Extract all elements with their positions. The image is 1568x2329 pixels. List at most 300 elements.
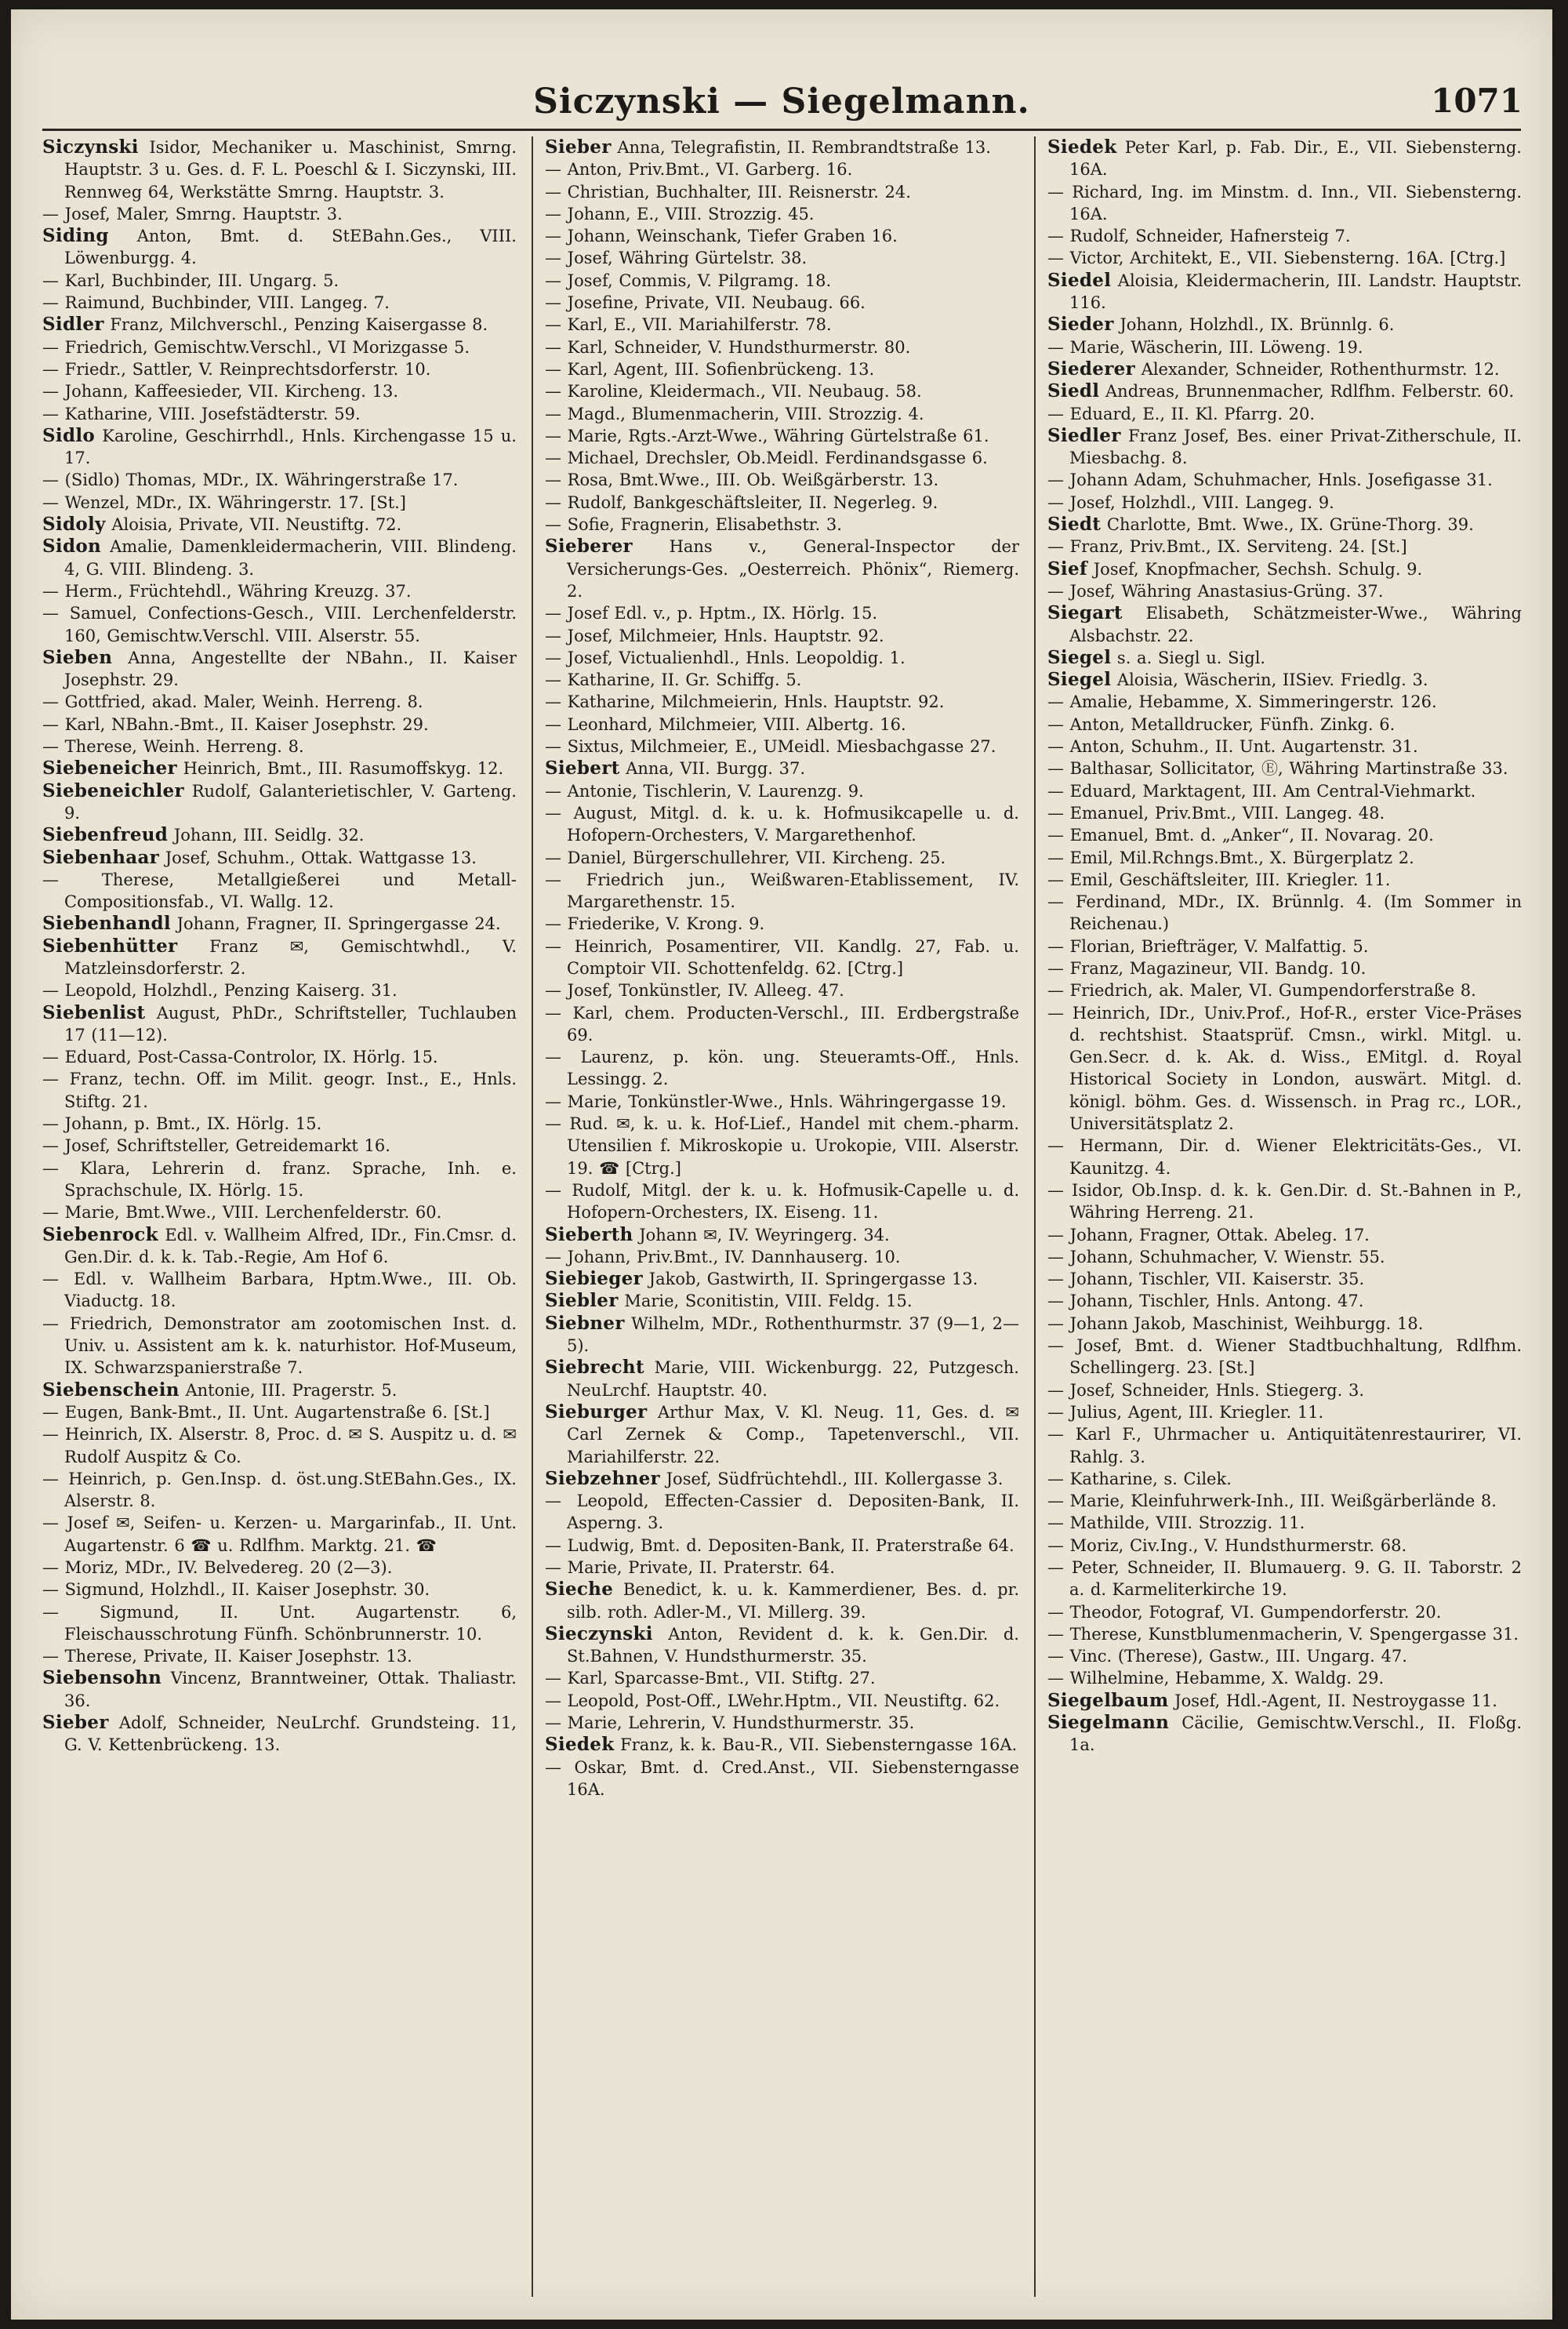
directory-entry <box>1047 469 1522 491</box>
directory-entry <box>1047 1623 1522 1645</box>
directory-entry <box>1047 1601 1522 1623</box>
entry-surname: Sieben <box>42 646 113 668</box>
directory-entry <box>1047 1690 1522 1712</box>
entry-details: — Franz, Magazineur, VII. Bandg. 10. <box>1047 958 1367 978</box>
entry-details: Wilhelm, MDr., Rothenthurmstr. 37 (9—1, 2—5). <box>567 1313 1019 1356</box>
directory-entry <box>42 869 517 914</box>
directory-entry <box>42 1579 517 1601</box>
directory-entry <box>1047 691 1522 713</box>
directory-entry <box>42 1135 517 1157</box>
entry-details: — Wenzel, MDr., IX. Währingerstr. 17. [St.] <box>42 492 407 512</box>
directory-entry <box>545 936 1019 980</box>
entry-details: — Heinrich, IX. Alserstr. 8, Proc. d. ✉ S. Auspitz u. d. ✉ Rudolf Auspitz & Co. <box>42 1425 517 1466</box>
entry-surname: Sidler <box>42 314 104 336</box>
directory-entry <box>545 1046 1019 1091</box>
directory-entry <box>42 380 517 402</box>
directory-entry <box>42 1002 517 1047</box>
entry-surname: Siegart <box>1047 602 1123 624</box>
entry-details: Vincenz, Branntweiner, Ottak. Thaliastr. 36. <box>64 1669 517 1710</box>
directory-entry <box>1047 979 1522 1001</box>
entry-details: — Florian, Briefträger, V. Malfattig. 5. <box>1047 936 1369 956</box>
directory-entry <box>1047 780 1522 802</box>
entry-details: Marie, VIII. Wickenburgg. 22, Putzgesch. NeuLrchf. Hauptstr. 40. <box>567 1358 1019 1400</box>
entry-details: Hans v., General-Inspector der Versicherungs-Ges. „Oesterreich. Phönix“, Riemerg. 2. <box>567 537 1019 601</box>
entry-details: — Wilhelmine, Hebamme, X. Waldg. 29. <box>1047 1669 1385 1688</box>
directory-entry <box>1047 1401 1522 1423</box>
entry-surname: Sieder <box>1047 314 1114 336</box>
directory-entry <box>1047 358 1522 380</box>
directory-entry <box>1047 758 1522 779</box>
directory-entry <box>545 358 1019 380</box>
entry-surname: Siding <box>42 225 109 247</box>
entry-details: — Karl, chem. Producten-Verschl., III. Erdbergstraße 69. <box>545 1003 1019 1045</box>
directory-entry <box>42 270 517 292</box>
directory-entry <box>1047 1535 1522 1557</box>
entry-details: — Josef, Victualienhdl., Hnls. Leopoldig. 1. <box>545 648 906 667</box>
entry-details: — Moriz, MDr., IV. Belvedereg. 20 (2—3). <box>42 1558 393 1577</box>
directory-entry <box>42 536 517 580</box>
directory-entry <box>545 403 1019 425</box>
entry-details: — Johann, p. Bmt., IX. Hörlg. 15. <box>42 1114 322 1134</box>
directory-entry <box>42 824 517 846</box>
directory-entry <box>1047 336 1522 358</box>
entry-surname: Siebensohn <box>42 1667 162 1689</box>
page-header <box>11 82 1552 129</box>
header-rule <box>42 129 1521 131</box>
directory-entry <box>1047 1645 1522 1667</box>
entry-details: Johann ✉, IV. Weyringerg. 34. <box>639 1225 890 1244</box>
directory-entry <box>42 1046 517 1068</box>
entry-surname: Sieber <box>545 136 612 158</box>
directory-entry <box>42 1268 517 1313</box>
directory-entry <box>42 1512 517 1557</box>
directory-entry <box>545 1002 1019 1047</box>
directory-entry <box>1047 425 1522 470</box>
directory-entry <box>42 758 517 779</box>
entry-details: Franz, Milchverschl., Penzing Kaisergasse 8. <box>110 315 488 335</box>
directory-entry <box>545 158 1019 180</box>
directory-entry <box>545 736 1019 758</box>
entry-details: — Gottfried, akad. Maler, Weinh. Herreng. 8. <box>42 692 423 712</box>
directory-entry <box>42 425 517 470</box>
column-separator <box>1034 136 1036 2297</box>
directory-page <box>11 9 1552 2320</box>
entry-details: — Leopold, Effecten-Cassier d. Depositen-Bank, II. Asperng. 3. <box>545 1492 1019 1533</box>
entry-details: — Josef, Währing Gürtelstr. 38. <box>545 249 808 268</box>
directory-entry <box>42 1201 517 1223</box>
directory-entry <box>545 314 1019 336</box>
entry-details: — Leopold, Holzhdl., Penzing Kaiserg. 31. <box>42 981 397 1001</box>
directory-entry <box>545 514 1019 536</box>
entry-details: — Katharine, s. Cilek. <box>1047 1469 1232 1488</box>
entry-details: — Anton, Metalldrucker, Fünfh. Zinkg. 6. <box>1047 714 1396 734</box>
entry-details: Anna, Angestellte der NBahn., II. Kaiser Josephstr. 29. <box>64 648 517 690</box>
directory-entry <box>1047 847 1522 869</box>
entry-details: Andreas, Brunnenmacher, Rdlfhm. Felberstr. 60. <box>1105 382 1515 401</box>
entry-surname: Siebieger <box>545 1268 643 1290</box>
entry-surname: Siebenhaar <box>42 846 160 868</box>
entry-details: — Hermann, Dir. d. Wiener Elektricitäts-Ges., VI. Kaunitzg. 4. <box>1047 1136 1522 1178</box>
directory-entry <box>1047 824 1522 846</box>
entry-details: — Therese, Metallgießerei und Metall-Compositionsfab., VI. Wallg. 12. <box>42 870 517 912</box>
page-number: 1071 <box>1431 82 1523 120</box>
entry-details: — Johann, E., VIII. Strozzig. 45. <box>545 204 815 223</box>
entry-details: — Sixtus, Milchmeier, E., UMeidl. Miesbachgasse 27. <box>545 737 996 757</box>
directory-entry <box>1047 1490 1522 1512</box>
entry-surname: Siedel <box>1047 269 1112 291</box>
entry-details: — Josef, Maler, Smrng. Hauptstr. 3. <box>42 204 343 223</box>
entry-details: — Marie, Rgts.-Arzt-Wwe., Währing Gürtelstraße 61. <box>545 426 989 445</box>
directory-entry <box>42 1313 517 1379</box>
entry-details: — Marie, Private, II. Praterstr. 64. <box>545 1558 835 1577</box>
directory-entry <box>42 1423 517 1468</box>
entry-surname: Sidon <box>42 536 101 558</box>
entry-details: Isidor, Mechaniker u. Maschinist, Smrng. Hauptstr. 3 u. Ges. d. F. L. Poeschl & I. Siczynski, III. Rennweg 64, Werkstätte Smrng. Hauptstr. 3. <box>64 138 517 202</box>
column-1 <box>42 136 517 2301</box>
entry-details: — Karl, NBahn.-Bmt., II. Kaiser Josephstr. 29. <box>42 714 429 734</box>
directory-entry <box>1047 1335 1522 1379</box>
entry-details: — Anton, Schuhm., II. Unt. Augartenstr. 31. <box>1047 737 1418 757</box>
entry-details: — Samuel, Confections-Gesch., VIII. Lerchenfelderstr. 160, Gemischtw.Verschl. VIII. Alserstr. 55. <box>42 604 517 645</box>
directory-entry <box>545 847 1019 869</box>
directory-entry <box>1047 403 1522 425</box>
directory-entry <box>545 247 1019 269</box>
directory-entry <box>1047 1512 1522 1534</box>
directory-entry <box>545 181 1019 203</box>
directory-entry <box>545 1757 1019 1801</box>
entry-details: August, PhDr., Schriftsteller, Tuchlauben 17 (11—12). <box>64 1003 517 1045</box>
directory-entry <box>545 869 1019 914</box>
entry-details: — Franz, techn. Off. im Milit. geogr. Inst., E., Hnls. Stiftg. 21. <box>42 1070 517 1111</box>
entry-details: Marie, Sconitistin, VIII. Feldg. 15. <box>624 1292 913 1311</box>
directory-entry <box>545 1224 1019 1246</box>
directory-entry <box>545 1357 1019 1401</box>
directory-entry <box>42 1712 517 1757</box>
directory-entry <box>545 714 1019 736</box>
directory-entry <box>1047 647 1522 669</box>
entry-details: — Heinrich, IDr., Univ.Prof., Hof-R., erster Vice-Präses d. rechtshist. Staatsprüf. Cmsn., wirkl. Mitgl. u. Gen.Secr. d. k. Ak. d. Wiss., EMitgl. d. Royal Historical Society in London, auswärt. Mitgl. d. königl. böhm. Ges. d. Wissensch. in Prag rc., LOR., Universitätsplatz 2. <box>1047 1003 1522 1134</box>
entry-details: — Johann, Tischler, Hnls. Antong. 47. <box>1047 1292 1364 1311</box>
entry-details: Josef, Schuhm., Ottak. Wattgasse 13. <box>165 848 477 867</box>
directory-entry <box>1047 270 1522 314</box>
entry-details: — Victor, Architekt, E., VII. Siebensterng. 16A. [Ctrg.] <box>1047 249 1506 268</box>
directory-entry <box>1047 714 1522 736</box>
directory-entry <box>1047 1246 1522 1268</box>
entry-surname: Sief <box>1047 558 1088 580</box>
directory-entry <box>545 1734 1019 1756</box>
entry-details: Aloisia, Wäscherin, IISiev. Friedlg. 3. <box>1116 670 1428 690</box>
directory-entry <box>1047 957 1522 979</box>
entry-details: — Eduard, Marktagent, III. Am Central-Viehmarkt. <box>1047 781 1476 801</box>
entry-details: — Leonhard, Milchmeier, VIII. Albertg. 16. <box>545 714 906 734</box>
directory-entry <box>545 425 1019 447</box>
entry-details: Arthur Max, V. Kl. Neug. 11, Ges. d. ✉ Carl Zernek & Comp., Tapetenverschl., VII. Mariahilferstr. 22. <box>567 1402 1019 1466</box>
entry-details: — Rosa, Bmt.Wwe., III. Ob. Weißgärberstr. 13. <box>545 471 939 490</box>
entry-details: — Sigmund, Holzhdl., II. Kaiser Josephstr. 30. <box>42 1580 430 1600</box>
entry-details: — Josef, Schriftsteller, Getreidemarkt 16. <box>42 1136 390 1156</box>
entry-details: — Therese, Kunstblumenmacherin, V. Spengergasse 31. <box>1047 1624 1519 1644</box>
directory-entry <box>545 758 1019 779</box>
entry-details: — Christian, Buchhalter, III. Reisnerstr. 24. <box>545 182 911 202</box>
entry-details: — Ferdinand, MDr., IX. Brünnlg. 4. (Im Sommer in Reichenau.) <box>1047 892 1522 934</box>
directory-entry <box>545 492 1019 514</box>
entry-surname: Siedek <box>545 1734 615 1756</box>
entry-details: — Eduard, Post-Cassa-Controlor, IX. Hörlg. 15. <box>42 1048 438 1067</box>
entry-details: — Rud. ✉, k. u. k. Hof-Lief., Handel mit chem.-pharm. Utensilien f. Mikroskopie u. Urokopie, VIII. Alserstr. 19. ☎ [Ctrg.] <box>545 1114 1019 1178</box>
directory-entry <box>1047 891 1522 936</box>
directory-entry <box>42 1667 517 1712</box>
entry-surname: Sieburger <box>545 1401 648 1422</box>
directory-entry <box>545 1535 1019 1557</box>
directory-entry <box>545 225 1019 247</box>
entry-details: Anna, VII. Burgg. 37. <box>626 759 806 779</box>
entry-details: — August, Mitgl. d. k. u. k. Hofmusikcapelle u. d. Hofopern-Orchesters, V. Margarethenhof. <box>545 803 1019 845</box>
entry-details: — Theodor, Fotograf, VI. Gumpendorferstr. 20. <box>1047 1602 1442 1622</box>
entry-surname: Siedek <box>1047 136 1117 158</box>
entry-surname: Siebenhütter <box>42 935 178 957</box>
directory-entry <box>545 979 1019 1001</box>
entry-details: — Eugen, Bank-Bmt., II. Unt. Augartenstraße 6. [St.] <box>42 1402 490 1422</box>
entry-details: — Leopold, Post-Off., LWehr.Hptm., VII. Neustiftg. 62. <box>545 1691 1000 1710</box>
directory-entry <box>42 403 517 425</box>
directory-entry <box>1047 136 1522 181</box>
entry-surname: Sieche <box>545 1579 614 1601</box>
running-head: Siczynski — Siegelmann. <box>533 82 1030 122</box>
entry-details: s. a. Siegl u. Sigl. <box>1116 648 1266 667</box>
directory-entry <box>1047 1135 1522 1179</box>
directory-entry <box>1047 514 1522 536</box>
directory-entry <box>1047 736 1522 758</box>
entry-details: Adolf, Schneider, NeuLrchf. Grundsteing. 11, G. V. Kettenbrückeng. 13. <box>64 1713 517 1755</box>
entry-details: Karoline, Geschirrhdl., Hnls. Kirchengasse 15 u. 17. <box>64 426 517 468</box>
directory-entry <box>1047 580 1522 602</box>
directory-entry <box>42 336 517 358</box>
entry-details: — Marie, Wäscherin, III. Löweng. 19. <box>1047 337 1363 357</box>
entry-details: — Emanuel, Bmt. d. „Anker“, II. Novarag. 20. <box>1047 826 1434 845</box>
directory-entry <box>42 1379 517 1401</box>
entry-details: — Therese, Private, II. Kaiser Josephstr. 13. <box>42 1647 412 1666</box>
directory-entry <box>545 913 1019 935</box>
entry-details: — Friedrich, ak. Maler, VI. Gumpendorferstraße 8. <box>1047 981 1476 1001</box>
directory-entry <box>545 136 1019 158</box>
entry-details: — Michael, Drechsler, Ob.Meidl. Ferdinandsgasse 6. <box>545 449 988 468</box>
entry-details: — Karl F., Uhrmacher u. Antiquitätenrestaurirer, VI. Rahlg. 3. <box>1047 1425 1522 1466</box>
entry-details: — Karoline, Kleidermach., VII. Neubaug. 58. <box>545 382 922 401</box>
entry-surname: Siedl <box>1047 380 1100 402</box>
directory-entry <box>42 580 517 602</box>
directory-entry <box>1047 314 1522 336</box>
entry-details: — Mathilde, VIII. Strozzig. 11. <box>1047 1513 1305 1533</box>
entry-details: Josef, Knopfmacher, Sechsh. Schulg. 9. <box>1093 559 1423 579</box>
directory-entry <box>1047 936 1522 957</box>
entry-details: Elisabeth, Schätzmeister-Wwe., Währing Alsbachstr. 22. <box>1069 604 1522 645</box>
entry-details: Heinrich, Bmt., III. Rasumoffskyg. 12. <box>183 759 504 779</box>
entry-details: — Ludwig, Bmt. d. Depositen-Bank, II. Praterstraße 64. <box>545 1535 1014 1555</box>
entry-details: — Eduard, E., II. Kl. Pfarrg. 20. <box>1047 404 1316 423</box>
entry-details: Rudolf, Galanterietischler, V. Garteng. 9. <box>64 781 517 823</box>
entry-details: — Raimund, Buchbinder, VIII. Langeg. 7. <box>42 293 390 313</box>
directory-entry <box>42 1645 517 1667</box>
directory-entry <box>545 1623 1019 1668</box>
entry-details: Charlotte, Bmt. Wwe., IX. Grüne-Thorg. 39. <box>1106 515 1474 535</box>
directory-entry <box>545 669 1019 691</box>
entry-details: — Oskar, Bmt. d. Cred.Anst., VII. Siebensterngasse 16A. <box>545 1757 1019 1799</box>
directory-entry <box>545 270 1019 292</box>
entry-details: — Josef, Holzhdl., VIII. Langeg. 9. <box>1047 492 1334 512</box>
entry-details: — Josef, Commis, V. Pilgramg. 18. <box>545 271 832 290</box>
entry-details: Johann, Holzhdl., IX. Brünnlg. 6. <box>1120 315 1395 335</box>
entry-details: — Sofie, Fragnerin, Elisabethstr. 3. <box>545 515 842 535</box>
directory-entry <box>545 1268 1019 1290</box>
directory-entry <box>42 1068 517 1113</box>
entry-details: — Karl, Buchbinder, III. Ungarg. 5. <box>42 271 339 290</box>
entry-details: — Anton, Priv.Bmt., VI. Garberg. 16. <box>545 160 853 180</box>
directory-entry <box>545 1690 1019 1712</box>
entry-details: Anton, Bmt. d. StEBahn.Ges., VIII. Löwenburgg. 4. <box>64 227 517 268</box>
entry-details: Johann, III. Seidlg. 32. <box>173 826 365 845</box>
directory-entry <box>545 1468 1019 1490</box>
entry-details: — Katharine, II. Gr. Schiffg. 5. <box>545 670 802 690</box>
directory-entry <box>1047 802 1522 824</box>
entry-details: — Vinc. (Therese), Gastw., III. Ungarg. 47. <box>1047 1647 1407 1666</box>
entry-surname: Siebzehner <box>545 1467 660 1489</box>
directory-entry <box>1047 247 1522 269</box>
entry-surname: Siegel <box>1047 646 1112 668</box>
entry-surname: Siebner <box>545 1312 625 1334</box>
directory-entry <box>545 625 1019 647</box>
entry-details: — Marie, Bmt.Wwe., VIII. Lerchenfelderstr. 60. <box>42 1203 442 1223</box>
directory-entry <box>1047 558 1522 580</box>
entry-details: — Marie, Lehrerin, V. Hundsthurmerstr. 35. <box>545 1713 915 1733</box>
directory-entry <box>1047 1379 1522 1401</box>
directory-entry <box>42 136 517 203</box>
directory-entry <box>1047 1268 1522 1290</box>
column-separator <box>532 136 533 2297</box>
entry-details: Anna, Telegrafistin, II. Rembrandtstraße 13. <box>617 138 991 157</box>
directory-entry <box>545 1313 1019 1357</box>
entry-details: Josef, Südfrüchtehdl., III. Kollergasse 3. <box>666 1469 1004 1488</box>
directory-entry <box>1047 1002 1522 1135</box>
directory-entry <box>545 602 1019 624</box>
directory-entry <box>1047 1557 1522 1601</box>
entry-details: — Emanuel, Priv.Bmt., VIII. Langeg. 48. <box>1047 803 1385 823</box>
entry-details: — (Sidlo) Thomas, MDr., IX. Währingerstraße 17. <box>42 471 459 490</box>
entry-details: — Karl, E., VII. Mariahilferstr. 78. <box>545 315 832 335</box>
entry-surname: Siebenfreud <box>42 824 169 846</box>
entry-details: — Peter, Schneider, II. Blumauerg. 9. G. II. Taborstr. 2 a. d. Karmeliterkirche 19. <box>1047 1558 1522 1600</box>
directory-entry <box>545 292 1019 314</box>
directory-entry <box>42 736 517 758</box>
entry-details: — Daniel, Bürgerschullehrer, VII. Kircheng. 25. <box>545 848 946 867</box>
entry-surname: Sidlo <box>42 424 96 446</box>
directory-entry <box>42 1401 517 1423</box>
directory-entry <box>42 292 517 314</box>
directory-entry <box>42 492 517 514</box>
entry-details: — Rudolf, Bankgeschäftsleiter, II. Negerleg. 9. <box>545 492 938 512</box>
directory-entry <box>545 380 1019 402</box>
directory-entry <box>545 1667 1019 1689</box>
entry-details: — Amalie, Hebamme, X. Simmeringerstr. 126. <box>1047 692 1437 712</box>
column-2 <box>545 136 1019 2301</box>
directory-entry <box>1047 380 1522 402</box>
entry-details: — Emil, Mil.Rchngs.Bmt., X. Bürgerplatz 2. <box>1047 848 1414 867</box>
directory-entry <box>545 1091 1019 1113</box>
directory-entry <box>1047 536 1522 558</box>
entry-surname: Sieberth <box>545 1223 633 1245</box>
entry-surname: Siederer <box>1047 358 1135 380</box>
entry-details: Franz Josef, Bes. einer Privat-Zitherschule, II. Miesbachg. 8. <box>1069 426 1522 468</box>
entry-surname: Siedt <box>1047 514 1102 536</box>
entry-details: — Josef ✉, Seifen- u. Kerzen- u. Margarinfab., II. Unt. Augartenstr. 6 ☎ u. Rdlfhm. Marktg. 21. ☎ <box>42 1513 517 1555</box>
directory-entry <box>545 780 1019 802</box>
entry-details: — Johann, Weinschank, Tiefer Graben 16. <box>545 227 898 246</box>
entry-details: — Friederike, V. Krong. 9. <box>545 914 765 934</box>
directory-entry <box>42 1601 517 1646</box>
entry-details: — Josefine, Private, VII. Neubaug. 66. <box>545 293 866 313</box>
directory-entry <box>1047 1468 1522 1490</box>
entry-details: — Johann, Kaffeesieder, VII. Kircheng. 13. <box>42 382 399 401</box>
directory-entry <box>545 1557 1019 1579</box>
directory-entry <box>545 1113 1019 1179</box>
entry-details: — Laurenz, p. kön. ung. Steueramts-Off., Hnls. Lessingg. 2. <box>545 1048 1019 1089</box>
entry-details: Edl. v. Wallheim Alfred, IDr., Fin.Cmsr. d. Gen.Dir. d. k. k. Tab.-Regie, Am Hof 6. <box>64 1225 517 1266</box>
directory-entry <box>1047 869 1522 891</box>
directory-entry <box>545 1401 1019 1468</box>
entry-details: — Friedr., Sattler, V. Reinprechtsdorferstr. 10. <box>42 359 431 379</box>
entry-details: — Magd., Blumenmacherin, VIII. Strozzig. 4. <box>545 404 924 423</box>
entry-details: Aloisia, Private, VII. Neustiftg. 72. <box>111 515 402 535</box>
entry-details: — Friedrich, Demonstrator am zootomischen Inst. d. Univ. u. Assistent am k. k. naturhistor. Hof-Museum, IX. Schwarzspanierstraße 7. <box>42 1313 517 1378</box>
directory-entry <box>42 225 517 270</box>
entry-details: — Balthasar, Sollicitator, Ⓔ, Währing Martinstraße 33. <box>1047 759 1508 779</box>
entry-surname: Siegel <box>1047 669 1112 691</box>
entry-surname: Siegelmann <box>1047 1712 1170 1734</box>
entry-surname: Siebenschein <box>42 1379 180 1401</box>
entry-surname: Siczynski <box>42 136 139 158</box>
entry-surname: Siebert <box>545 758 620 779</box>
directory-entry <box>1047 225 1522 247</box>
entry-details: Franz ✉, Gemischtwhdl., V. Matzleinsdorferstr. 2. <box>64 936 517 978</box>
directory-entry <box>1047 602 1522 647</box>
directory-entry <box>545 1579 1019 1623</box>
entry-details: Anton, Revident d. k. k. Gen.Dir. d. St.Bahnen, V. Hundsthurmerstr. 35. <box>567 1624 1019 1666</box>
directory-entry <box>42 469 517 491</box>
directory-entry <box>42 1224 517 1269</box>
directory-entry <box>545 336 1019 358</box>
entry-details: — Heinrich, Posamentirer, VII. Kandlg. 27, Fab. u. Comptoir VII. Schottenfeldg. 62. [Ctrg.] <box>545 936 1019 978</box>
entry-details: — Katharine, VIII. Josefstädterstr. 59. <box>42 404 361 423</box>
directory-entry <box>42 936 517 980</box>
entry-details: Jakob, Gastwirth, II. Springergasse 13. <box>648 1270 978 1289</box>
entry-surname: Sieczynski <box>545 1622 653 1644</box>
entry-details: — Marie, Tonkünstler-Wwe., Hnls. Währingergasse 19. <box>545 1092 1007 1111</box>
directory-entry <box>42 314 517 336</box>
entry-details: — Franz, Priv.Bmt., IX. Serviteng. 24. [St.] <box>1047 537 1407 557</box>
directory-entry <box>42 979 517 1001</box>
entry-surname: Siebenrock <box>42 1223 158 1245</box>
directory-entry <box>545 1290 1019 1312</box>
entry-details: Alexander, Schneider, Rothenthurmstr. 12. <box>1141 359 1500 379</box>
directory-entry <box>545 447 1019 469</box>
entry-details: — Josef Edl. v., p. Hptm., IX. Hörlg. 15. <box>545 604 878 623</box>
directory-entry <box>1047 669 1522 691</box>
directory-entry <box>545 1246 1019 1268</box>
entry-surname: Siebler <box>545 1290 619 1312</box>
entry-details: — Johann Jakob, Maschinist, Weihburgg. 18. <box>1047 1313 1424 1333</box>
directory-entry <box>1047 1423 1522 1468</box>
directory-entry <box>545 1490 1019 1535</box>
entry-surname: Siebeneichler <box>42 779 184 801</box>
